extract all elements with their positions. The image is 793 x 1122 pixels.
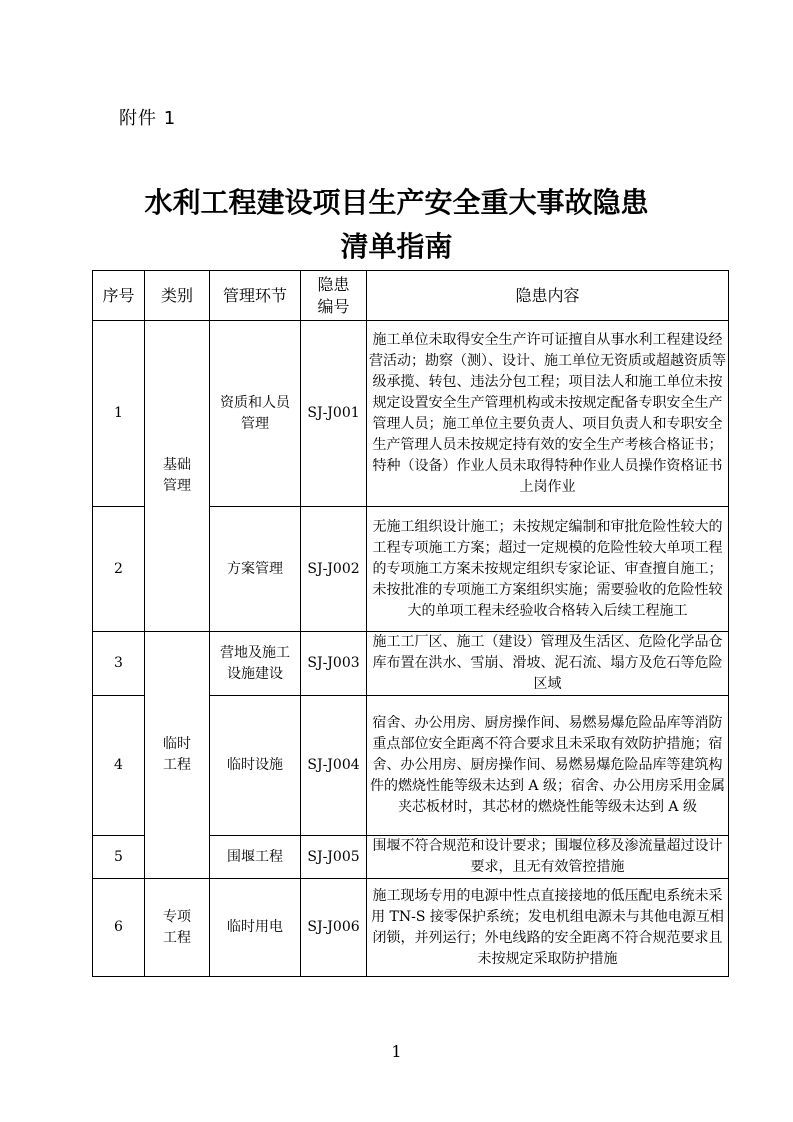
management-stage-cell: [210, 879, 301, 977]
column-header-number: 序号: [93, 271, 145, 321]
category-label: 临时工程: [162, 736, 191, 773]
row-number: 6: [93, 879, 145, 977]
document-title-line-1: 水利工程建设项目生产安全重大事故隐患: [144, 186, 649, 219]
management-stage-label: 资质和人员管理: [220, 394, 290, 432]
row-number: 1: [93, 321, 145, 507]
row-number: 5: [93, 836, 145, 879]
hazard-content: 施工现场专用的电源中性点直接接地的低压配电系统未采用 TN-S 接零保护系统；发电机组电源未与其他电源互相闭锁，并列运行；外电线路的安全距离不符合规范要求且未按规定采取防护措施: [367, 879, 729, 977]
management-stage-cell: [210, 632, 301, 696]
table-row: [93, 321, 729, 507]
category-cell: [145, 321, 210, 632]
hazard-code-header-text: 隐患编号: [317, 274, 350, 316]
hazard-code: SJ-J003: [301, 632, 367, 696]
hazard-content: 宿舍、办公用房、厨房操作间、易燃易爆危险品库等消防重点部位安全距离不符合要求且未采取有效防护措施；宿舍、办公用房、厨房操作间、易燃易爆危险品库等建筑构件的燃烧性能等级未达到 A 级；宿舍、办公用房采用金属夹芯板材时，其芯材的燃烧性能等级未达到 A 级: [367, 696, 729, 836]
row-number: 2: [93, 507, 145, 632]
column-header-category: 类别: [145, 271, 210, 321]
hazard-content: 无施工组织设计施工；未按规定编制和审批危险性较大的工程专项施工方案；超过一定规模的危险性较大单项工程的专项施工方案未按规定组织专家论证、审查擅自施工；未按批准的专项施工方案组织实施；需要验收的危险性较大的单项工程未经验收合格转入后续工程施工: [367, 507, 729, 632]
hazard-code: SJ-J001: [301, 321, 367, 507]
row-number: 4: [93, 696, 145, 836]
hazard-content: 施工单位未取得安全生产许可证擅自从事水利工程建设经营活动；勘察（测）、设计、施工单位无资质或超越资质等级承揽、转包、违法分包工程；项目法人和施工单位未按规定设置安全生产管理机构或未按规定配备专职安全生产管理人员；施工单位主要负责人、项目负责人和专职安全生产管理人员未按规定持有效的安全生产考核合格证书；特种（设备）作业人员未取得特种作业人员操作资格证书上岗作业: [367, 321, 729, 507]
management-stage-cell: [210, 836, 301, 879]
management-stage-cell: [210, 696, 301, 836]
hazard-content: 围堰不符合规范和设计要求；围堰位移及渗流量超过设计要求，且无有效管控措施: [367, 836, 729, 879]
management-stage-cell: [210, 321, 301, 507]
management-stage-cell: [210, 507, 301, 632]
row-number: 3: [93, 632, 145, 696]
management-stage-label: 临时用电: [227, 919, 283, 935]
hazard-list-table: [92, 270, 729, 977]
attachment-label: 附件 1: [119, 108, 177, 129]
column-header-management-stage: 管理环节: [210, 271, 301, 321]
hazard-code: SJ-J002: [301, 507, 367, 632]
column-header-hazard-code: [301, 271, 367, 321]
category-label: 基础管理: [162, 457, 191, 494]
table-row: [93, 879, 729, 977]
category-label: 专项工程: [162, 908, 191, 946]
page-number: 1: [391, 1042, 402, 1061]
category-cell: [145, 879, 210, 977]
management-stage-label: 营地及施工设施建设: [220, 644, 290, 682]
hazard-content: 施工工厂区、施工（建设）管理及生活区、危险化学品仓库布置在洪水、雪崩、滑坡、泥石流、塌方及危石等危险区域: [367, 632, 729, 696]
table-header-row: [93, 271, 729, 321]
document-title-line-2: 清单指南: [340, 230, 453, 263]
management-stage-label: 方案管理: [227, 560, 283, 577]
management-stage-label: 临时设施: [227, 757, 283, 773]
management-stage-label: 围堰工程: [227, 848, 283, 865]
table-row: [93, 632, 729, 696]
hazard-code: SJ-J006: [301, 879, 367, 977]
hazard-code: SJ-J005: [301, 836, 367, 879]
column-header-hazard-content: 隐患内容: [367, 271, 729, 321]
hazard-code: SJ-J004: [301, 696, 367, 836]
category-cell: [145, 632, 210, 879]
